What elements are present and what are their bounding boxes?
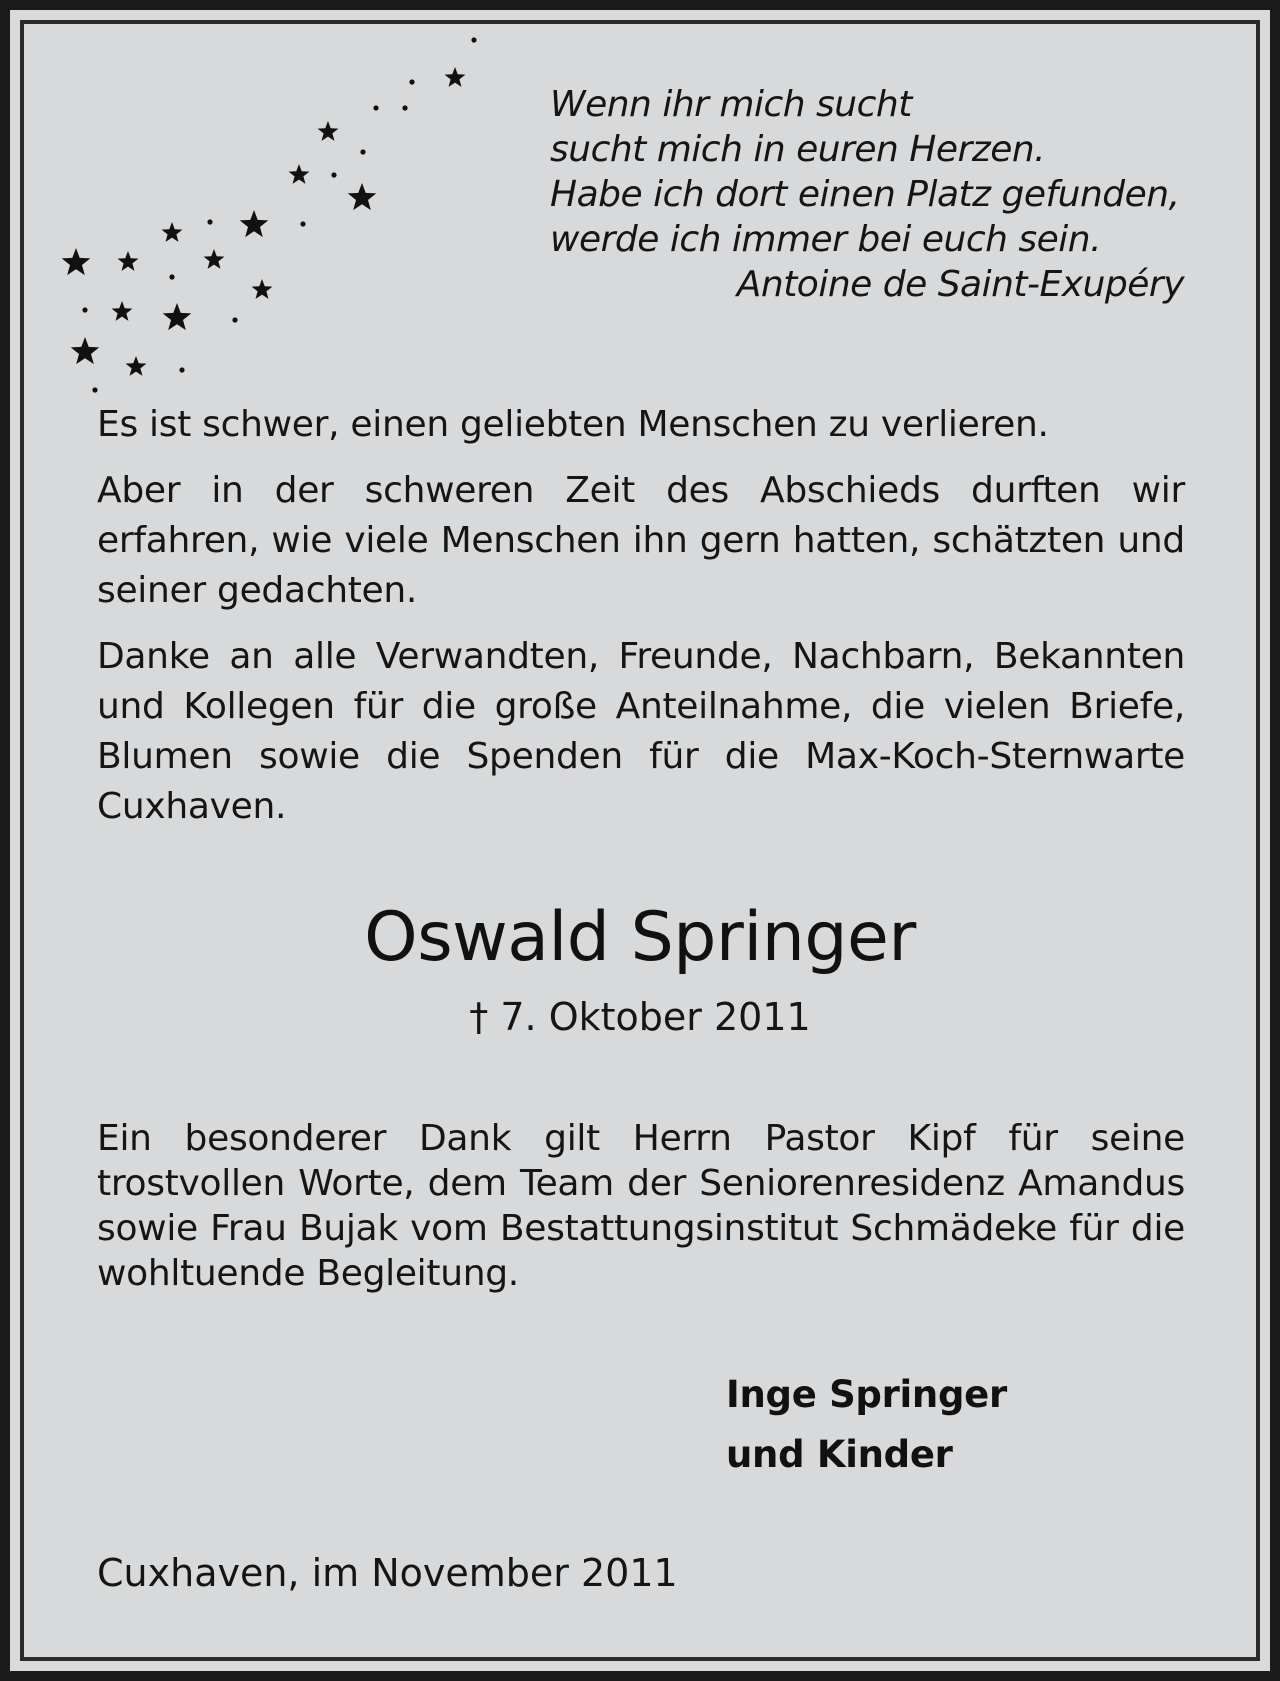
signature-family: und Kinder	[726, 1433, 953, 1476]
star-icon	[204, 249, 225, 269]
star-icon	[126, 356, 147, 376]
dot-icon	[92, 387, 97, 392]
dot-icon	[360, 149, 365, 154]
quote-line: werde ich immer bei euch sein.	[550, 219, 1102, 260]
paragraph-special-thanks: Ein besonderer Dank gilt Herrn Pastor Kipf für seine trostvollen Worte, dem Team der Seniorenresidenz Amandus sowie Frau Bujak vom Bestattungsinstitut Schmädeke für die wohltuende Begleitung.	[97, 1118, 1185, 1294]
signature-block	[726, 1365, 1007, 1485]
dot-icon	[232, 317, 237, 322]
star-icon	[62, 248, 91, 275]
paragraph-gratitude: Danke an alle Verwandten, Freunde, Nachbarn, Bekannten und Kollegen für die große Anteilnahme, die vielen Briefe, Blumen sowie die Spenden für die Max-Koch-Sternwarte Cuxhaven.	[97, 636, 1185, 827]
death-date: † 7. Oktober 2011	[469, 995, 811, 1039]
star-icon	[163, 303, 192, 330]
star-icon	[162, 222, 183, 242]
dot-icon	[331, 172, 336, 177]
dot-icon	[179, 367, 184, 372]
dot-icon	[373, 105, 378, 110]
star-icon	[118, 251, 139, 271]
star-icon	[289, 164, 310, 184]
star-icon	[318, 121, 339, 141]
dot-icon	[409, 79, 414, 84]
paragraph-farewell: Aber in der schweren Zeit des Abschieds durften wir erfahren, wie viele Menschen ihn gern hatten, schätzten und seiner gedachten.	[97, 470, 1185, 611]
dot-icon	[402, 105, 407, 110]
deceased-name: Oswald Springer	[364, 898, 916, 977]
star-icon	[348, 183, 377, 210]
signature-name: Inge Springer	[726, 1373, 1007, 1416]
star-icon	[445, 67, 466, 87]
place-and-date: Cuxhaven, im November 2011	[97, 1551, 678, 1595]
quote-line: Habe ich dort einen Platz gefunden,	[550, 174, 1180, 215]
dot-icon	[300, 221, 305, 226]
dot-icon	[169, 274, 174, 279]
quote-block	[550, 82, 1190, 307]
quote-line: sucht mich in euren Herzen.	[550, 129, 1046, 170]
quote-line: Wenn ihr mich sucht	[550, 84, 912, 125]
star-icon	[240, 210, 269, 237]
paragraph-loss: Es ist schwer, einen geliebten Menschen zu verlieren.	[97, 404, 1049, 445]
dot-icon	[82, 307, 87, 312]
star-icon	[71, 337, 100, 364]
star-icon	[252, 279, 273, 299]
quote-author: Antoine de Saint-Exupéry	[736, 264, 1184, 305]
dot-icon	[471, 37, 476, 42]
stars-decoration	[0, 0, 520, 420]
star-icon	[112, 301, 133, 321]
dot-icon	[207, 219, 212, 224]
